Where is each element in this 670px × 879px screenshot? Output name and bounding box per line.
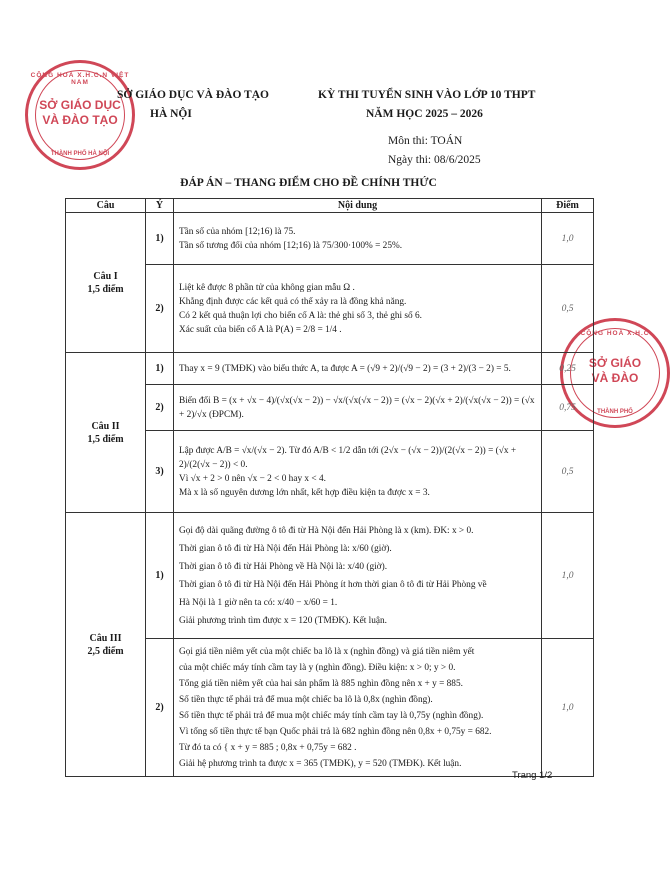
question-label: Câu II 1,5 điểm [66, 353, 146, 513]
page-number: Trang 1/2 [512, 770, 553, 781]
points: 0,75 [542, 385, 594, 431]
answer-content: Tần số của nhóm [12;16) là 75. Tần số tương đối của nhóm [12;16) là 75/300·100% = 25%. [174, 213, 542, 265]
answer-content: Thay x = 9 (TMĐK) vào biểu thức A, ta được A = (√9 + 2)/(√9 − 2) = (3 + 2)/(3 − 2) = 5. [174, 353, 542, 385]
city-name: HÀ NỘI [150, 108, 192, 120]
answer-content: Biến đổi B = (x + √x − 4)/(√x(√x − 2)) − √x/(√x(√x − 2)) = (√x − 2)(√x + 2)/(√x(√x − 2)) = (√x + 2)/√x (ĐPCM). [174, 385, 542, 431]
table-row: 2) Liệt kê được 8 phần tử của không gian mẫu Ω . Khẳng định được các kết quả có thể xảy ra là đồng khả năng. Có 2 kết quả thuận lợi cho biến cố A là: thẻ ghi số 3, thẻ ghi số 6. Xác suất của biến cố A là P(A) = 2/8 = 1/4 . 0,5 [66, 265, 594, 353]
header-points: Điểm [542, 199, 594, 213]
official-seal-right: CỘNG HOÀ X.H.C SỞ GIÁO VÀ ĐÀO THÀNH PHỐ [560, 318, 670, 428]
official-seal-left: CỘNG HOÀ X.H.C.N VIỆT NAM SỞ GIÁO DỤC VÀ ĐÀO TẠO THÀNH PHỐ HÀ NỘI [25, 60, 135, 170]
table-row: 2) Biến đổi B = (x + √x − 4)/(√x(√x − 2)) − √x/(√x(√x − 2)) = (√x − 2)(√x + 2)/(√x(√x − 2)) = (√x + 2)/√x (ĐPCM). 0,75 [66, 385, 594, 431]
table-row: Câu I 1,5 điểm 1) Tần số của nhóm [12;16) là 75. Tần số tương đối của nhóm [12;16) là 75/300·100% = 25%. 1,0 [66, 213, 594, 265]
points: 0,5 [542, 431, 594, 513]
table-row: Câu II 1,5 điểm 1) Thay x = 9 (TMĐK) vào biểu thức A, ta được A = (√9 + 2)/(√9 − 2) = (3 + 2)/(3 − 2) = 5. 0,25 [66, 353, 594, 385]
subject: Môn thi: TOÁN [388, 135, 463, 147]
answer-content: Gọi giá tiền niêm yết của một chiếc ba lô là x (nghìn đồng) và giá tiền niêm yết của một chiếc máy tính cầm tay là y (nghìn đồng). Điều kiện: x > 0; y > 0. Tổng giá tiền niêm yết của hai sản phẩm là 885 nghìn đồng nên x + y = 885. Số tiền thực tế phải trả để mua một chiếc ba lô là 0,8x (nghìn đồng). Số tiền thực tế phải trả để mua một chiếc máy tính cầm tay là 0,75y (nghìn đồng). Vì tổng số tiền thực tế bạn Quốc phải trả là 682 nghìn đồng nên 0,8x + 0,75y = 682. Từ đó ta có { x + y = 885 ; 0,8x + 0,75y = 682 . Giải hệ phương trình ta được x = 365 (TMĐK), y = 520 (TMĐK). Kết luận. [174, 639, 542, 777]
exam-title: KỲ THI TUYỂN SINH VÀO LỚP 10 THPT [318, 89, 536, 101]
department-name: SỞ GIÁO DỤC VÀ ĐÀO TẠO [117, 89, 269, 101]
question-label: Câu III 2,5 điểm [66, 513, 146, 777]
answer-content: Lập được A/B = √x/(√x − 2). Từ đó A/B < 1/2 dẫn tới (2√x − (√x − 2))/(2(√x − 2)) = (√x + 2)/(2(√x − 2)) < 0. Vì √x + 2 > 0 nên √x − 2 < 0 hay x < 4. Mà x là số nguyên dương lớn nhất, kết hợp điều kiện ta được x = 3. [174, 431, 542, 513]
header-y: Ý [146, 199, 174, 213]
table-row: 3) Lập được A/B = √x/(√x − 2). Từ đó A/B < 1/2 dẫn tới (2√x − (√x − 2))/(2(√x − 2)) = (√x + 2)/(2(√x − 2)) < 0. Vì √x + 2 > 0 nên √x − 2 < 0 hay x < 4. Mà x là số nguyên dương lớn nhất, kết hợp điều kiện ta được x = 3. 0,5 [66, 431, 594, 513]
points: 0,5 [542, 265, 594, 353]
answer-content: Liệt kê được 8 phần tử của không gian mẫu Ω . Khẳng định được các kết quả có thể xảy ra là đồng khả năng. Có 2 kết quả thuận lợi cho biến cố A là: thẻ ghi số 3, thẻ ghi số 6. Xác suất của biến cố A là P(A) = 2/8 = 1/4 . [174, 265, 542, 353]
table-header-row [66, 199, 594, 213]
points: 1,0 [542, 639, 594, 777]
answer-content: Gọi độ dài quãng đường ô tô đi từ Hà Nội đến Hải Phòng là x (km). ĐK: x > 0. Thời gian ô tô đi từ Hà Nội đến Hải Phòng là: x/60 (giờ). Thời gian ô tô đi từ Hải Phòng về Hà Nội là: x/40 (giờ). Thời gian ô tô đi từ Hà Nội đến Hải Phòng ít hơn thời gian ô tô đi từ Hải Phòng về Hà Nội là 1 giờ nên ta có: x/40 − x/60 = 1. Giải phương trình tìm được x = 120 (TMĐK). Kết luận. [174, 513, 542, 639]
header-content: Nội dung [174, 199, 542, 213]
table-row: 2) Gọi giá tiền niêm yết của một chiếc ba lô là x (nghìn đồng) và giá tiền niêm yết của một chiếc máy tính cầm tay là y (nghìn đồng). Điều kiện: x > 0; y > 0. Tổng giá tiền niêm yết của hai sản phẩm là 885 nghìn đồng nên x + y = 885. Số tiền thực tế phải trả để mua một chiếc ba lô là 0,8x (nghìn đồng). Số tiền thực tế phải trả để mua một chiếc máy tính cầm tay là 0,75y (nghìn đồng). Vì tổng số tiền thực tế bạn Quốc phải trả là 682 nghìn đồng nên 0,8x + 0,75y = 682. Từ đó ta có { x + y = 885 ; 0,8x + 0,75y = 682 . Giải hệ phương trình ta được x = 365 (TMĐK), y = 520 (TMĐK). Kết luận. 1,0 [66, 639, 594, 777]
table-row: Câu III 2,5 điểm 1) Gọi độ dài quãng đường ô tô đi từ Hà Nội đến Hải Phòng là x (km). ĐK: x > 0. Thời gian ô tô đi từ Hà Nội đến Hải Phòng là: x/60 (giờ). Thời gian ô tô đi từ Hải Phòng về Hà Nội là: x/40 (giờ). Thời gian ô tô đi từ Hà Nội đến Hải Phòng ít hơn thời gian ô tô đi từ Hải Phòng về Hà Nội là 1 giờ nên ta có: x/40 − x/60 = 1. Giải phương trình tìm được x = 120 (TMĐK). Kết luận. 1,0 [66, 513, 594, 639]
header-cau: Câu [66, 199, 146, 213]
points: 1,0 [542, 213, 594, 265]
school-year: NĂM HỌC 2025 – 2026 [366, 108, 483, 120]
document-title: ĐÁP ÁN – THANG ĐIỂM CHO ĐỀ CHÍNH THỨC [180, 177, 437, 189]
points: 0,25 [542, 353, 594, 385]
answer-key-table [65, 198, 594, 777]
question-label: Câu I 1,5 điểm [66, 213, 146, 353]
exam-date: Ngày thi: 08/6/2025 [388, 154, 481, 166]
points: 1,0 [542, 513, 594, 639]
